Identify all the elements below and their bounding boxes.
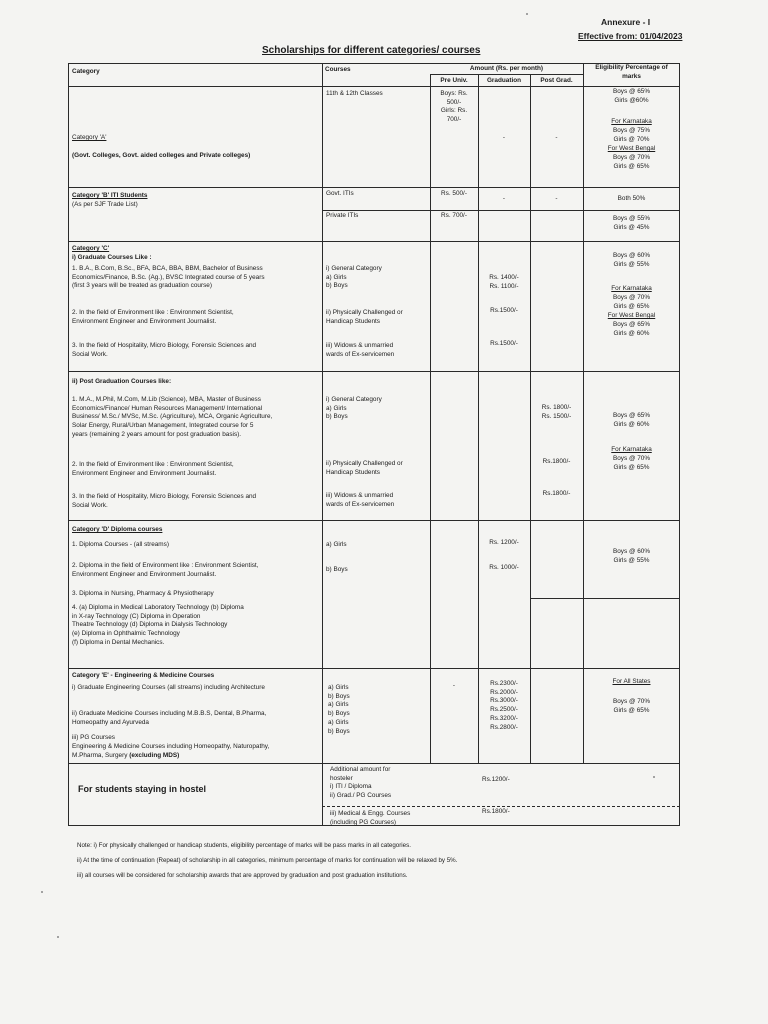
cat-a-elig-karnataka-head: For Karnataka <box>611 118 652 125</box>
cat-b-govt-amount: Rs. 500/- <box>441 190 467 197</box>
header-amount: Amount (Rs. per month) <box>469 65 544 72</box>
cat-c-pg-courses-2: ii) Physically Challenged or Handicap Students <box>326 460 403 476</box>
cat-a-courses: 11th & 12th Classes <box>326 90 383 97</box>
col-divider-graduation <box>478 74 479 763</box>
cat-b-private-amount: Rs. 700/- <box>441 212 467 219</box>
cat-b-title: Category 'B' ITI Students <box>72 192 148 199</box>
cat-e-item-3-head: iii) PG Courses <box>72 734 115 741</box>
annexure-label: Annexure - I <box>601 17 651 27</box>
cat-c-pg-item-1: 1. M.A., M.Phil, M.Com, M.Lib (Science), MBA, Master of Business Economics/Finance/ Human Resources Management/ International Business/ M.Sc./ MVSc, M.Sc. (Agriculture), MCA, Organic Agriculture, Solar Energy, Rural/Urban Management, Integrated course for 5 years (remaining 2 years amount for post graduation basis). <box>72 396 273 438</box>
cat-b-govt-graduation: - <box>502 195 506 202</box>
cat-c-pg-amount-2: Rs.1800/- <box>542 458 571 465</box>
cat-e-courses: a) Girls b) Boys a) Girls b) Boys a) Girls b) Boys <box>328 684 350 735</box>
cat-c-pg-head: ii) Post Graduation Courses like: <box>72 378 172 385</box>
hostel-courses-2: iii) Medical & Engg. Courses (including PG Courses) <box>330 810 411 826</box>
row-line <box>68 187 680 188</box>
cat-a-desc: (Govt. Colleges, Govt. aided colleges and Private colleges) <box>72 152 251 159</box>
cat-a-post-grad: - <box>555 134 558 141</box>
cat-b-private-iti: Private ITIs <box>326 212 359 219</box>
row-line <box>68 520 680 521</box>
cat-a-graduation: - <box>502 134 506 141</box>
cat-d-title: Category 'D' Diploma courses <box>72 526 163 533</box>
cat-c-grad-elig-karnataka-head: For Karnataka <box>611 285 652 292</box>
cat-e-pre-univ: - <box>452 682 456 689</box>
cat-a-elig-westbengal-head: For West Bengal <box>607 145 656 152</box>
cat-a-title: Category 'A' <box>72 134 107 141</box>
cat-b-desc: (As per SJF Trade List) <box>72 201 138 208</box>
row-line <box>68 668 680 669</box>
cat-b-private-eligibility: Boys @ 55% Girls @ 45% <box>612 215 651 231</box>
row-line <box>530 598 680 599</box>
header-category: Category <box>72 68 100 75</box>
cat-d-girls-amount: Rs. 1200/- <box>489 539 519 546</box>
cat-e-item-1: i) Graduate Engineering Courses (all streams) including Architecture <box>72 684 265 691</box>
cat-d-boys: b) Boys <box>326 566 348 573</box>
cat-c-grad-elig-general: Boys @ 60% Girls @ 55% <box>612 252 651 268</box>
cat-d-item-2: 2. Diploma in the field of Environment like : Environment Scientist, Environment Engineer and Environment Journalist. <box>72 562 259 578</box>
cat-c-grad-item-3: 3. In the field of Hospitality, Micro Biology, Forensic Sciences and Social Work. <box>72 342 257 358</box>
cat-e-title: Category 'E' - Engineering & Medicine Courses <box>72 672 215 679</box>
col-divider-courses <box>322 63 323 826</box>
cat-e-item-2: ii) Graduate Medicine Courses including M.B.B.S, Dental, B.Pharma, Homeopathy and Ayurveda <box>72 710 267 726</box>
cat-a-elig-westbengal: Boys @ 70% Girls @ 65% <box>612 154 651 170</box>
cat-c-pg-item-3: 3. In the field of Hospitality, Micro Biology, Forensic Sciences and Social Work. <box>72 493 257 509</box>
cat-c-pg-elig-karnataka: Boys @ 70% Girls @ 65% <box>612 455 651 471</box>
cat-c-title: Category 'C' <box>72 245 110 252</box>
amount-subheader-line <box>430 74 583 75</box>
header-graduation: Graduation <box>486 77 522 84</box>
cat-d-eligibility: Boys @ 60% Girls @ 55% <box>612 548 651 564</box>
note-2: ii) At the time of continuation (Repeat) of scholarship in all categories, minimum percentage of marks for continuation will be relaxed by 5%. <box>77 857 458 864</box>
cat-e-item-3-bold: (excluding MDS) <box>129 751 180 759</box>
scan-speck <box>653 776 655 778</box>
cat-c-pg-amount-3: Rs.1800/- <box>542 490 571 497</box>
row-line <box>68 763 680 764</box>
cat-b-govt-eligibility: Both 50% <box>617 195 646 202</box>
row-line <box>68 371 680 372</box>
cat-e-item-3 <box>72 743 269 760</box>
cat-c-grad-head: i) Graduate Courses Like : <box>72 254 152 261</box>
hostel-courses-1: Additional amount for hosteler i) ITI / Diploma ii) Grad./ PG Courses <box>330 766 392 800</box>
cat-b-govt-iti: Govt. ITIs <box>326 190 354 197</box>
scan-speck <box>41 891 43 893</box>
cat-e-eligibility: Boys @ 70% Girls @ 65% <box>612 698 651 714</box>
cat-c-pg-courses-1: i) General Category a) Girls b) Boys <box>326 396 382 421</box>
cat-d-girls: a) Girls <box>326 541 347 548</box>
header-bottom-line <box>68 86 680 87</box>
hostel-amount-1: Rs.1200/- <box>482 776 510 783</box>
header-post-grad: Post Grad. <box>540 77 573 84</box>
cat-c-grad-elig-westbengal: Boys @ 65% Girls @ 60% <box>612 321 651 337</box>
cat-c-pg-courses-3: iii) Widows & unmarried wards of Ex-servicemen <box>326 492 395 508</box>
row-line <box>322 210 680 211</box>
cat-e-elig-head: For All States <box>612 678 651 685</box>
cat-c-grad-elig-karnataka: Boys @ 70% Girls @ 65% <box>612 294 651 310</box>
cat-c-grad-courses-3: iii) Widows & unmarried wards of Ex-servicemen <box>326 342 395 358</box>
cat-c-pg-elig-general: Boys @ 65% Girls @ 60% <box>612 412 651 428</box>
cat-d-item-3: 3. Diploma in Nursing, Pharmacy & Physiotherapy <box>72 590 214 597</box>
note-1: Note: i) For physically challenged or handicap students, eligibility percentage of marks will be pass marks in all categories. <box>77 842 411 849</box>
note-3: iii) all courses will be considered for scholarship awards that are approved by graduation and post graduation institutions. <box>77 872 408 879</box>
cat-c-grad-item-2: 2. In the field of Environment like : Environment Scientist, Environment Engineer and Environment Journalist. <box>72 309 234 325</box>
cat-a-elig-general: Boys @ 65% Girls @60% <box>612 88 651 104</box>
cat-d-boys-amount: Rs. 1000/- <box>489 564 519 571</box>
cat-e-item-3-text: Engineering & Medicine Courses including Homeopathy, Naturopathy, M.Pharma, Surgery <box>72 743 270 759</box>
cat-c-pg-amount-1: Rs. 1800/- Rs. 1500/- <box>541 404 572 420</box>
cat-c-grad-amount-2: Rs.1500/- <box>490 307 518 314</box>
header-eligibility: Eligibility Percentage of marks <box>595 64 668 80</box>
cat-c-grad-amount-3: Rs.1500/- <box>490 340 518 347</box>
col-divider-preuniv <box>430 74 431 763</box>
cat-d-item-4: 4. (a) Diploma in Medical Laboratory Technology (b) Diploma in X-ray Technology (C) Diploma in Operation Theatre Technology (d) Diploma in Dialysis Technology (e) Diploma in Ophthalmic Technology (f) Diploma in Dental Mechanics. <box>72 604 244 646</box>
cat-c-grad-courses-2: ii) Physically Challenged or Handicap Students <box>326 309 403 325</box>
cat-c-grad-elig-westbengal-head: For West Bengal <box>607 312 656 319</box>
scan-speck <box>57 936 59 938</box>
header-courses: Courses <box>325 66 351 73</box>
document-title: Scholarships for different categories/ courses <box>262 45 481 56</box>
hostel-amount-2: Rs.1800/- <box>482 808 510 815</box>
cat-a-elig-karnataka: Boys @ 75% Girls @ 70% <box>612 127 651 143</box>
scan-speck <box>526 13 528 15</box>
cat-d-item-1: 1. Diploma Courses - (all streams) <box>72 541 169 548</box>
cat-c-pg-item-2: 2. In the field of Environment like : Environment Scientist, Environment Engineer and Environment Journalist. <box>72 461 234 477</box>
cat-c-grad-courses-1: i) General Category a) Girls b) Boys <box>326 265 382 290</box>
cat-a-pre-univ: Boys: Rs. 500/- Girls: Rs. 700/- <box>440 90 468 124</box>
cat-b-govt-post-grad: - <box>555 195 558 202</box>
cat-e-amounts: Rs.2300/- Rs.2000/- Rs.3000/- Rs.2500/- Rs.3200/- Rs.2800/- <box>490 680 518 731</box>
cat-c-pg-elig-karnataka-head: For Karnataka <box>611 446 652 453</box>
cat-c-grad-amount-1: Rs. 1400/- Rs. 1100/- <box>489 274 519 290</box>
row-line <box>68 241 680 242</box>
cat-c-grad-item-1: 1. B.A., B.Com, B.Sc., BFA, BCA, BBA, BBM, Bachelor of Business Economics/Finance, B.Sc. (Ag.), BVSC Integrated course of 5 years (first 3 years will be treated as graduation course) <box>72 265 265 290</box>
effective-date: Effective from: 01/04/2023 <box>578 31 683 41</box>
hostel-dashed-line <box>322 806 680 807</box>
header-pre-univ: Pre Univ. <box>440 77 468 84</box>
hostel-label: For students staying in hostel <box>78 784 207 794</box>
